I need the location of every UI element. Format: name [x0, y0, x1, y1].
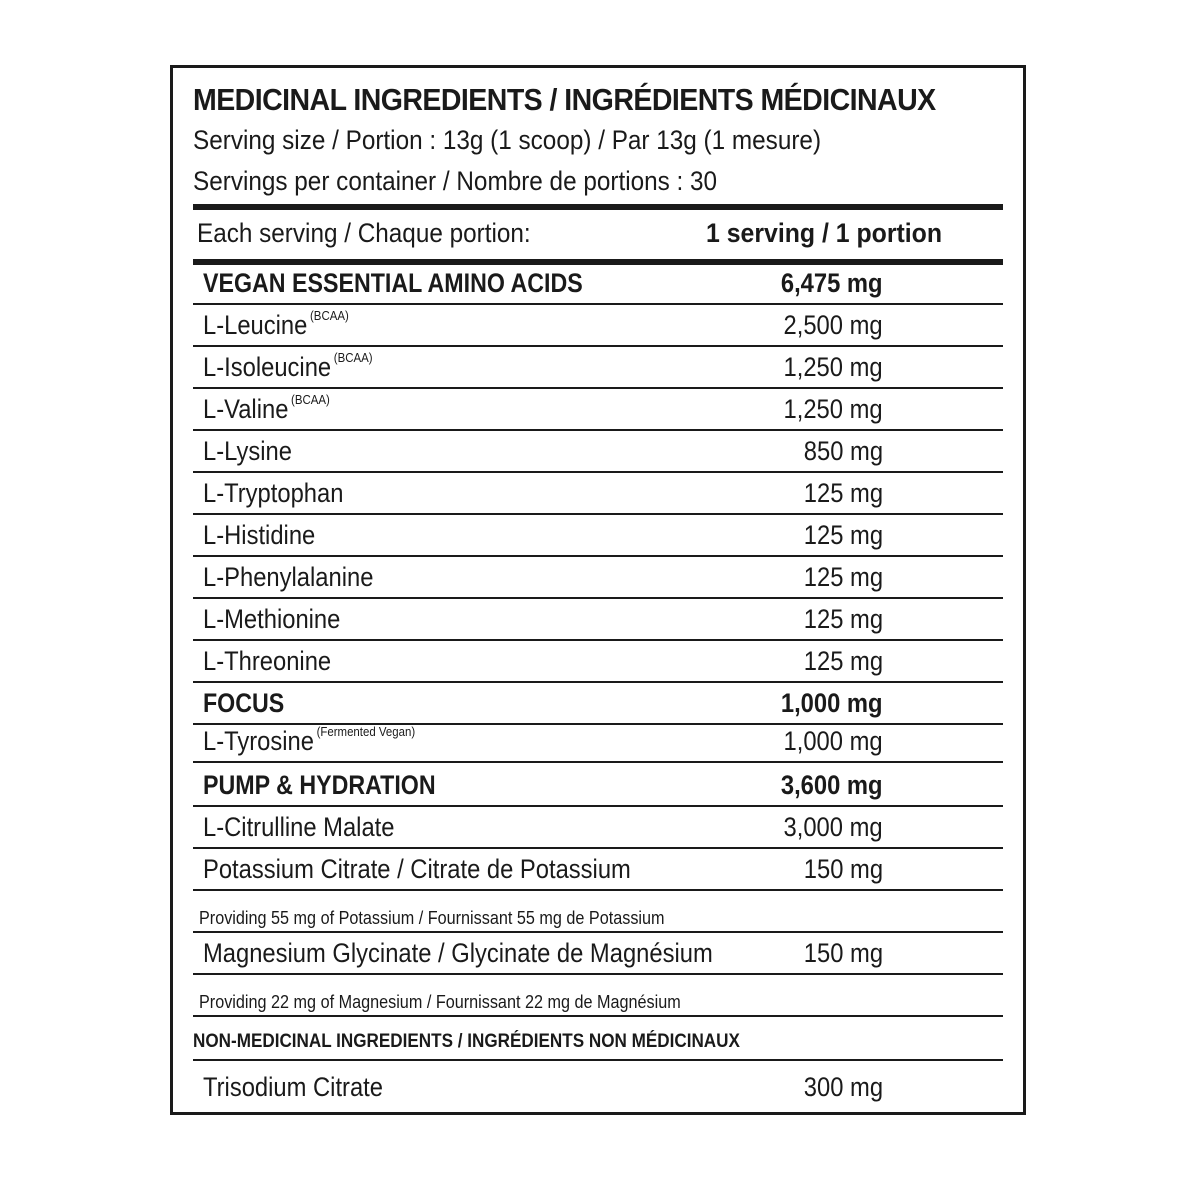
ingredient-name [203, 520, 315, 551]
ingredient-name-text: L-Threonine [203, 646, 332, 676]
footnote-row [193, 975, 1003, 1017]
ingredient-name [203, 812, 394, 843]
ingredient-row [193, 515, 1003, 557]
ingredient-amount: 125 mg [803, 478, 883, 508]
ingredient-name [203, 938, 713, 969]
ingredient-row [193, 473, 1003, 515]
ingredient-group-name [203, 770, 436, 801]
panel-content [193, 68, 1003, 1112]
ingredient-name [203, 392, 330, 425]
ingredient-note: (BCAA) [310, 308, 349, 323]
ingredient-name [203, 350, 373, 383]
ingredient-row [193, 557, 1003, 599]
non-medicinal-heading-row [193, 1017, 1003, 1061]
ingredient-name-text: Magnesium Glycinate / Glycinate de Magnésium [203, 938, 713, 968]
ingredient-name-text: Trisodium Citrate [203, 1072, 384, 1102]
ingredient-group-row [193, 763, 1003, 807]
ingredient-name [203, 436, 292, 467]
ingredient-row [193, 389, 1003, 431]
ingredient-amount: 1,000 mg [783, 726, 883, 756]
ingredient-amount: 2,500 mg [783, 310, 883, 340]
ingredient-row [193, 305, 1003, 347]
ingredient-name [203, 604, 340, 635]
serving-row-label: Each serving / Chaque portion: [197, 218, 531, 248]
ingredient-amount: 125 mg [803, 562, 883, 592]
ingredient-name-text: L-Methionine [203, 604, 341, 634]
ingredient-name-text: L-Tryptophan [203, 478, 344, 508]
ingredient-name-text: L-Phenylalanine [203, 562, 374, 592]
ingredient-name [203, 478, 343, 509]
serving-row-value: 1 serving / 1 portion [706, 218, 943, 248]
ingredient-row [193, 933, 1003, 975]
ingredient-row [193, 431, 1003, 473]
ingredient-name [203, 646, 331, 677]
ingredient-name-text: L-Tyrosine [203, 726, 314, 756]
ingredient-name-text: VEGAN ESSENTIAL AMINO ACIDS [203, 268, 583, 298]
footnote: Providing 22 mg of Magnesium / Fournissant 22 mg de Magnésium [199, 992, 681, 1012]
ingredient-note: (BCAA) [291, 392, 330, 407]
ingredient-amount: 3,000 mg [783, 812, 883, 842]
ingredient-row [193, 347, 1003, 389]
ingredient-amount: 125 mg [803, 520, 883, 550]
ingredient-name [203, 1072, 383, 1103]
ingredient-name [203, 724, 415, 757]
ingredient-name-text: L-Histidine [203, 520, 316, 550]
ingredient-row [193, 849, 1003, 891]
ingredient-group-amount: 1,000 mg [781, 688, 883, 718]
ingredient-name-text: L-Lysine [203, 436, 292, 466]
ingredient-name [203, 308, 349, 341]
ingredient-group-amount: 6,475 mg [781, 268, 883, 298]
ingredient-row [193, 641, 1003, 683]
ingredient-amount: 1,250 mg [783, 394, 883, 424]
ingredient-amount: 1,250 mg [783, 352, 883, 382]
ingredient-name-text: FOCUS [203, 688, 285, 718]
ingredient-amount: 150 mg [803, 854, 883, 884]
ingredient-amount: 150 mg [803, 938, 883, 968]
servings-per-container: Servings per container / Nombre de portions : 30 [193, 166, 718, 196]
ingredient-row [193, 807, 1003, 849]
ingredient-name [203, 562, 373, 593]
ingredient-group-name [203, 688, 284, 719]
ingredient-name-text: Potassium Citrate / Citrate de Potassium [203, 854, 631, 884]
ingredient-amount: 300 mg [803, 1072, 883, 1102]
footnote-row [193, 891, 1003, 933]
ingredient-note: (BCAA) [333, 350, 373, 365]
ingredient-group-row [193, 683, 1003, 725]
ingredient-amount: 125 mg [803, 646, 883, 676]
ingredient-row [193, 1061, 1003, 1107]
serving-size: Serving size / Portion : 13g (1 scoop) / Par 13g (1 mesure) [193, 125, 822, 155]
ingredient-name-text: L-Valine [203, 394, 289, 424]
ingredient-amount: 850 mg [803, 436, 883, 466]
divider-top [193, 204, 1003, 210]
ingredient-name-text: PUMP & HYDRATION [203, 770, 436, 800]
ingredient-group-name [203, 268, 583, 299]
non-medicinal-heading: NON-MEDICINAL INGREDIENTS / INGRÉDIENTS NON MÉDICINAUX [193, 1031, 740, 1052]
ingredient-note: (Fermented Vegan) [316, 724, 416, 739]
ingredient-amount: 125 mg [803, 604, 883, 634]
supplement-facts-panel [170, 65, 1026, 1115]
panel-title: MEDICINAL INGREDIENTS / INGRÉDIENTS MÉDICINAUX [193, 82, 936, 117]
ingredient-row [193, 725, 1003, 763]
ingredient-name [203, 854, 631, 885]
ingredient-name-text: L-Leucine [203, 310, 308, 340]
ingredient-name-text: L-Citrulline Malate [203, 812, 395, 842]
ingredient-group-amount: 3,600 mg [781, 770, 883, 800]
footnote: Providing 55 mg of Potassium / Fournissant 55 mg de Potassium [199, 908, 665, 928]
ingredient-group-row [193, 265, 1003, 305]
ingredient-row [193, 599, 1003, 641]
serving-row [193, 212, 1003, 258]
ingredient-name-text: L-Isoleucine [203, 352, 332, 382]
